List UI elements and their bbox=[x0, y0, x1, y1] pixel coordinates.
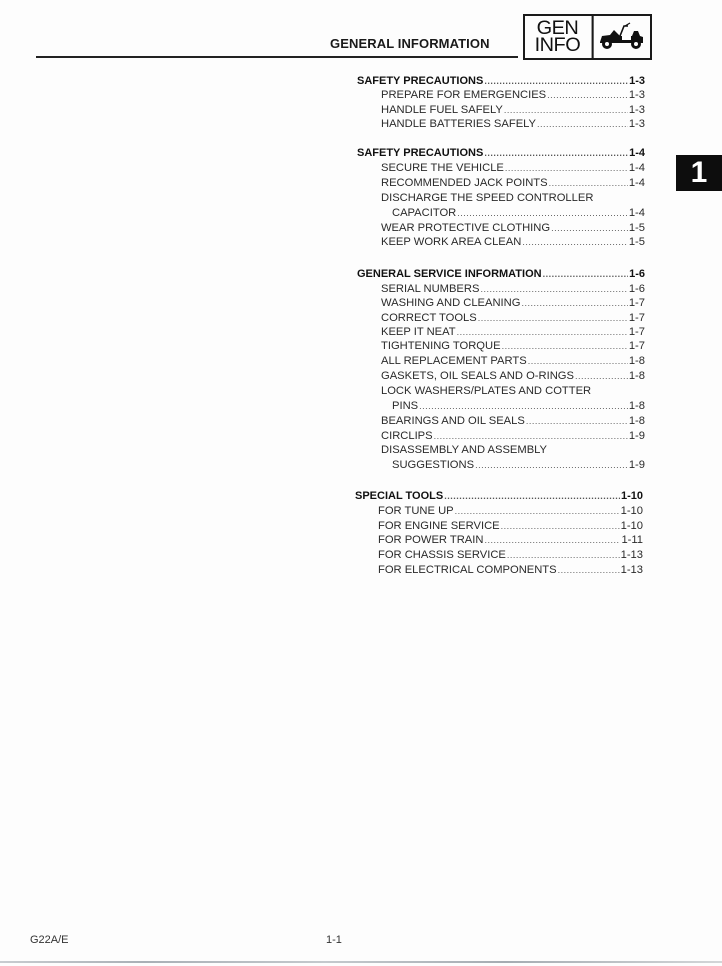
toc-page-number: 1-3 bbox=[629, 75, 645, 87]
toc-label: TIGHTENING TORQUE bbox=[381, 340, 501, 352]
toc-page-number: 1-6 bbox=[629, 268, 645, 280]
dot-leader bbox=[484, 146, 628, 161]
dot-leader bbox=[502, 339, 628, 354]
toc-label: GASKETS, OIL SEALS AND O-RINGS bbox=[381, 370, 574, 382]
dot-leader bbox=[457, 206, 628, 221]
gen-info-line2: INFO bbox=[534, 35, 581, 56]
toc-label: HANDLE FUEL SAFELY bbox=[381, 104, 503, 116]
toc-label: SERIAL NUMBERS bbox=[381, 283, 480, 295]
toc-label: SAFETY PRECAUTIONS bbox=[357, 147, 484, 159]
toc-entry bbox=[392, 399, 645, 414]
dot-leader bbox=[521, 296, 627, 311]
dot-leader bbox=[507, 548, 620, 563]
toc-page-number: 1-9 bbox=[628, 430, 645, 442]
toc-label: FOR CHASSIS SERVICE bbox=[378, 549, 506, 561]
toc-heading bbox=[357, 146, 645, 161]
dot-leader bbox=[504, 103, 628, 118]
toc-label: PREPARE FOR EMERGENCIES bbox=[381, 89, 547, 101]
toc-entry bbox=[381, 354, 645, 369]
toc-entry bbox=[381, 221, 645, 236]
toc-label: FOR ELECTRICAL COMPONENTS bbox=[378, 564, 557, 576]
toc-entry bbox=[381, 339, 645, 354]
toc-entry bbox=[381, 414, 645, 429]
dot-leader bbox=[505, 161, 628, 176]
toc-entry bbox=[378, 548, 643, 563]
toc-page-number: 1-8 bbox=[628, 370, 645, 382]
gen-info-label bbox=[523, 16, 593, 58]
toc-label: CORRECT TOOLS bbox=[381, 312, 477, 324]
toc-page-number: 1-10 bbox=[620, 520, 643, 532]
toc-heading bbox=[357, 74, 645, 89]
toc-page-number: 1-9 bbox=[628, 459, 645, 471]
chapter-tab: 1 bbox=[676, 155, 722, 191]
toc-page-number: 1-4 bbox=[628, 162, 645, 174]
toc-entry bbox=[381, 88, 645, 103]
toc-label: GENERAL SERVICE INFORMATION bbox=[357, 268, 542, 280]
toc-entry bbox=[381, 103, 645, 118]
toc-label: SPECIAL TOOLS bbox=[355, 490, 444, 502]
toc-label: PINS bbox=[392, 400, 419, 412]
toc-entry bbox=[381, 443, 547, 458]
toc-page-number: 1-4 bbox=[628, 177, 645, 189]
toc-label: WEAR PROTECTIVE CLOTHING bbox=[381, 222, 551, 234]
toc-label: SAFETY PRECAUTIONS bbox=[357, 75, 484, 87]
toc-page-number: 1-3 bbox=[628, 104, 645, 116]
toc-label: RECOMMENDED JACK POINTS bbox=[381, 177, 548, 189]
toc-label: LOCK WASHERS/PLATES AND COTTER bbox=[381, 385, 592, 397]
toc-page-number: 1-10 bbox=[620, 490, 643, 502]
toc-page-number: 1-8 bbox=[628, 400, 645, 412]
toc-entry bbox=[381, 384, 591, 399]
toc-entry bbox=[378, 533, 643, 548]
dot-leader bbox=[419, 399, 628, 414]
toc-entry bbox=[378, 563, 643, 578]
toc-entry bbox=[392, 458, 645, 473]
toc-entry bbox=[381, 296, 645, 311]
footer-model-code: G22A/E bbox=[30, 934, 69, 946]
toc-page-number: 1-3 bbox=[628, 118, 645, 130]
dot-leader bbox=[457, 325, 628, 340]
toc-entry bbox=[392, 206, 645, 221]
toc-page-number: 1-7 bbox=[628, 326, 645, 338]
scan-edge bbox=[0, 961, 722, 963]
gen-info-line1: GEN bbox=[536, 18, 579, 39]
toc-label: KEEP IT NEAT bbox=[381, 326, 456, 338]
toc-label: FOR TUNE UP bbox=[378, 505, 454, 517]
toc-page-number: 1-5 bbox=[628, 222, 645, 234]
toc-label: WASHING AND CLEANING bbox=[381, 297, 521, 309]
toc-page-number: 1-6 bbox=[628, 283, 645, 295]
toc-entry bbox=[381, 369, 645, 384]
toc-entry bbox=[378, 519, 643, 534]
dot-leader bbox=[528, 354, 628, 369]
dot-leader bbox=[558, 563, 620, 578]
toc-label: FOR POWER TRAIN bbox=[378, 534, 484, 546]
toc-page-number: 1-7 bbox=[628, 340, 645, 352]
toc-heading bbox=[355, 489, 643, 504]
dot-leader bbox=[547, 88, 628, 103]
toc-label: SUGGESTIONS bbox=[392, 459, 475, 471]
toc-page-number: 1-8 bbox=[628, 355, 645, 367]
toc-label: CIRCLIPS bbox=[381, 430, 433, 442]
toc-entry bbox=[381, 235, 645, 250]
toc-entry bbox=[381, 191, 593, 206]
toc-page-number: 1-5 bbox=[628, 236, 645, 248]
toc-page-number: 1-4 bbox=[629, 147, 645, 159]
toc-entry bbox=[381, 429, 645, 444]
toc-page-number: 1-10 bbox=[620, 505, 643, 517]
dot-leader bbox=[484, 533, 620, 548]
toc-page-number: 1-4 bbox=[628, 207, 645, 219]
toc-entry bbox=[381, 282, 645, 297]
dot-leader bbox=[455, 504, 620, 519]
toc-page-number: 1-13 bbox=[620, 549, 643, 561]
toc-page-number: 1-3 bbox=[628, 89, 645, 101]
dot-leader bbox=[478, 311, 628, 326]
toc-page-number: 1-7 bbox=[628, 312, 645, 324]
page-section-title: GENERAL INFORMATION bbox=[330, 36, 490, 51]
toc-page-number: 1-11 bbox=[621, 534, 643, 546]
toc-label: SECURE THE VEHICLE bbox=[381, 162, 504, 174]
toc-label: FOR ENGINE SERVICE bbox=[378, 520, 500, 532]
toc-label: DISCHARGE THE SPEED CONTROLLER bbox=[381, 192, 594, 204]
toc-label: HANDLE BATTERIES SAFELY bbox=[381, 118, 537, 130]
dot-leader bbox=[480, 282, 627, 297]
toc-entry bbox=[381, 161, 645, 176]
toc-entry bbox=[381, 311, 645, 326]
footer-page-number: 1-1 bbox=[326, 934, 342, 946]
toc-page-number: 1-7 bbox=[628, 297, 645, 309]
toc-label: ALL REPLACEMENT PARTS bbox=[381, 355, 527, 367]
dot-leader bbox=[501, 519, 620, 534]
toc-heading bbox=[357, 267, 645, 282]
dot-leader bbox=[522, 235, 628, 250]
dot-leader bbox=[551, 221, 628, 236]
toc-label: BEARINGS AND OIL SEALS bbox=[381, 415, 525, 427]
dot-leader bbox=[543, 267, 629, 282]
golf-cart-icon bbox=[592, 16, 650, 58]
dot-leader bbox=[526, 414, 628, 429]
toc-entry bbox=[378, 504, 643, 519]
dot-leader bbox=[444, 489, 620, 504]
toc-page-number: 1-8 bbox=[628, 415, 645, 427]
toc-entry bbox=[381, 176, 645, 191]
toc-label: CAPACITOR bbox=[392, 207, 457, 219]
dot-leader bbox=[475, 458, 628, 473]
toc-entry bbox=[381, 117, 645, 132]
dot-leader bbox=[549, 176, 628, 191]
header-rule bbox=[36, 56, 518, 58]
toc-label: DISASSEMBLY AND ASSEMBLY bbox=[381, 444, 548, 456]
dot-leader bbox=[575, 369, 628, 384]
dot-leader bbox=[484, 74, 628, 89]
toc-label: KEEP WORK AREA CLEAN bbox=[381, 236, 522, 248]
toc-entry bbox=[381, 325, 645, 340]
dot-leader bbox=[434, 429, 628, 444]
dot-leader bbox=[537, 117, 628, 132]
gen-info-badge bbox=[523, 14, 652, 60]
toc-page-number: 1-13 bbox=[620, 564, 643, 576]
